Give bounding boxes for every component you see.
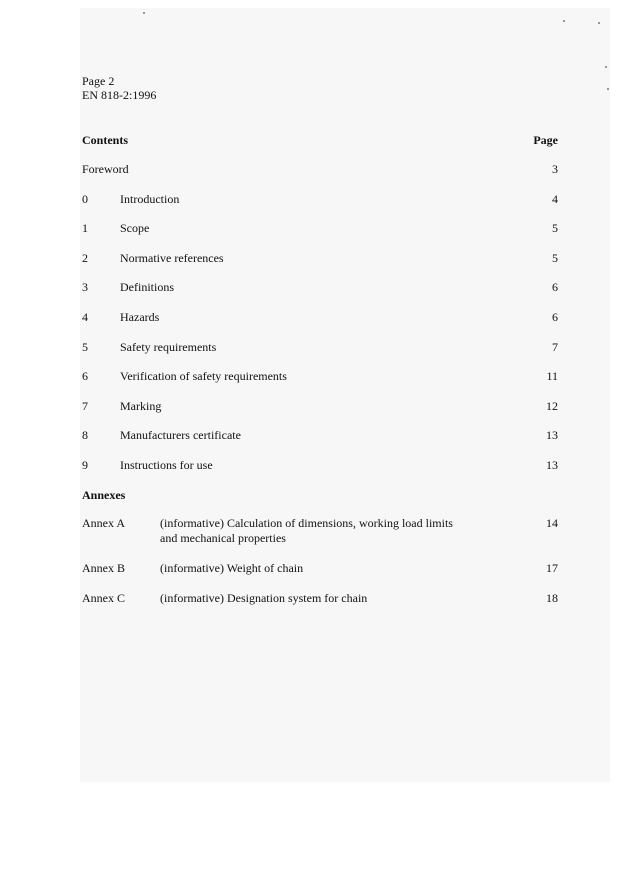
toc-number: 9 [82,458,88,472]
scan-speck [143,12,145,14]
toc-page: 6 [552,310,558,324]
toc-title: Introduction [120,192,180,206]
toc-title: Definitions [120,280,174,294]
annex-label: Annex A [82,516,125,530]
annex-title: (informative) Calculation of dimensions, working load limits and mechanical properties [160,516,453,545]
toc-page: 5 [552,251,558,265]
toc-title: Foreword [82,162,129,176]
standard-number: EN 818-2:1996 [82,88,157,102]
scan-speck [563,20,565,22]
toc-title: Hazards [120,310,160,324]
toc-page: 4 [552,192,558,206]
page-header [82,74,156,102]
annex-label: Annex B [82,561,125,575]
toc-title: Scope [120,221,150,235]
scan-speck [605,66,607,68]
page-number: Page 2 [82,74,115,88]
toc-title: Verification of safety requirements [120,369,287,383]
toc-title: Normative references [120,251,224,265]
annex-title: (informative) Weight of chain [160,561,304,575]
page-column-heading: Page [533,133,558,147]
contents-heading-row [82,133,558,148]
toc-page: 11 [546,369,558,383]
toc-page: 7 [552,340,558,354]
toc-title: Safety requirements [120,340,217,354]
annex-label: Annex C [82,591,125,605]
toc-number: 7 [82,399,88,413]
toc-page: 12 [546,399,558,413]
toc-number: 2 [82,251,88,265]
annex-title: (informative) Designation system for chain [160,591,368,605]
scan-speck [598,22,600,24]
annex-page: 18 [546,591,558,605]
toc-number: 8 [82,428,88,442]
contents-heading: Contents [82,133,129,147]
document-page [80,8,610,782]
toc-page: 6 [552,280,558,294]
scan-speck [607,88,609,90]
toc-title: Marking [120,399,162,413]
toc-page: 5 [552,221,558,235]
annex-page: 17 [546,561,558,575]
annex-page: 14 [546,516,558,530]
toc-number: 6 [82,369,88,383]
annexes-heading: Annexes [82,488,126,502]
toc-number: 5 [82,340,88,354]
toc-page: 13 [546,458,558,472]
toc-page: 13 [546,428,558,442]
toc-number: 1 [82,221,88,235]
toc-title: Manufacturers certificate [120,428,241,442]
toc-number: 4 [82,310,88,324]
toc-number: 0 [82,192,88,206]
toc-page: 3 [552,162,558,176]
toc-number: 3 [82,280,88,294]
toc-title: Instructions for use [120,458,213,472]
